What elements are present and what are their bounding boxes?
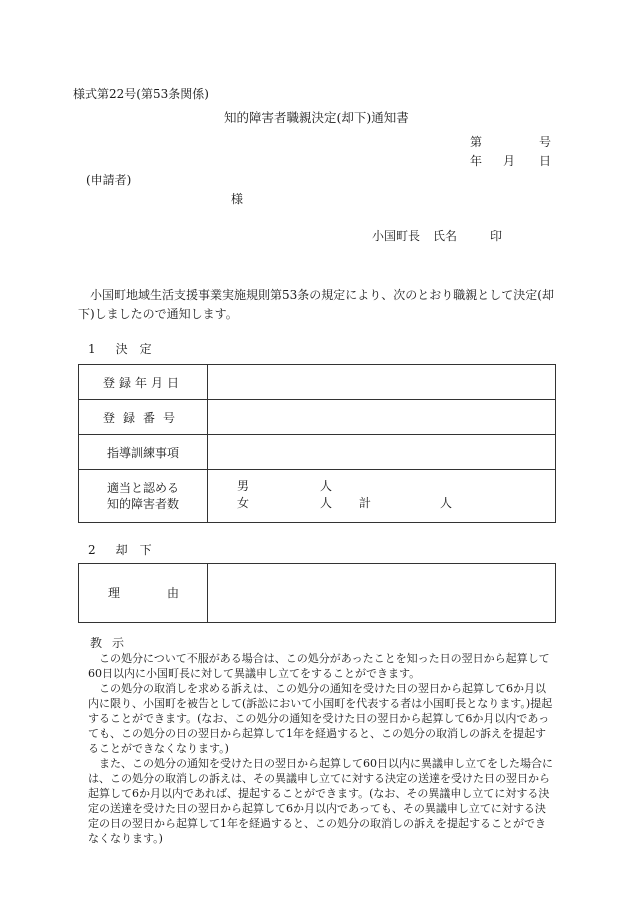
notes-body: [88, 651, 556, 846]
decision-table: [78, 364, 556, 523]
number-prefix: 第: [470, 135, 483, 149]
mayor-title: 小国町長: [372, 229, 421, 243]
date-year: 年: [470, 154, 483, 168]
section-1-number: 1: [88, 342, 96, 356]
reason-char-1: 理: [108, 586, 121, 600]
date-month: 月: [503, 154, 516, 168]
form-number: 様式第22号(第53条関係): [73, 87, 209, 101]
section-1-heading: [88, 343, 152, 355]
notes-heading-1: 教: [90, 636, 103, 650]
honorific: 様: [231, 192, 244, 206]
notes-paragraph-2: この処分の取消しを求める訴えは、この処分の通知を受けた日の翌日から起算して6か月以内に限り、小国町を被告として(訴訟において小国町を代表する者は小国町長となります。)提起することができます。(なお、この処分の通知を受けた日の翌日から起算して6か月以内であっても、この処分の日の翌日から起算して1年を経過すると、この処分の取消しの訴えを提起することができなくなります。): [88, 682, 553, 755]
total-unit: 人: [440, 496, 453, 510]
rejection-table: [78, 563, 556, 623]
notes-paragraph-3: また、この処分の通知を受けた日の翌日から起算して60日以内に異議申し立てをした場合には、この処分の取消しの訴えは、その異議申し立てに対する決定の送達を受けた日の翌日から起算して6か月以内であれば、提起することができます。(なお、その異議申し立てに対する決定の送達を受けた日の翌日から起算して6か月以内であっても、その異議申し立てに対する決定の日の翌日から起算して1年を経過すると、この処分の取消しの訴えを提起することができなくなります。): [88, 757, 553, 845]
reg-date-value[interactable]: [208, 365, 556, 400]
reg-no-label: [79, 400, 208, 435]
male-label: 男: [237, 479, 250, 493]
reg-date-label: [79, 365, 208, 400]
table-row: [79, 365, 556, 400]
document-title: 知的障害者職親決定(却下)通知書: [224, 110, 409, 125]
notes-heading: [90, 637, 124, 649]
reg-date-text: 登録年月日: [102, 375, 183, 390]
table-row: [79, 400, 556, 435]
notes-paragraph-1: この処分について不服がある場合は、この処分があったことを知った日の翌日から起算して60日以内に小国町長に対して異議申し立てをすることができます。: [88, 652, 550, 680]
count-label: [79, 470, 208, 523]
body-text: 小国町地域生活支援事業実施規則第53条の規定により、次のとおり職親として決定(却下)しましたので通知します。: [78, 288, 554, 321]
name-label: 氏名: [433, 229, 458, 243]
guidance-label: [79, 435, 208, 470]
reg-no-text: 登録番号: [102, 410, 183, 425]
table-row: [79, 470, 556, 523]
notes-heading-2: 示: [112, 636, 125, 650]
reg-no-value[interactable]: [208, 400, 556, 435]
guidance-value[interactable]: [208, 435, 556, 470]
seal-mark: 印: [490, 229, 503, 243]
reason-value[interactable]: [208, 564, 556, 623]
reason-char-2: 由: [167, 586, 180, 600]
female-unit: 人: [320, 496, 333, 510]
reason-label: [79, 564, 208, 623]
table-row: [79, 564, 556, 623]
applicant-label: (申請者): [86, 173, 132, 187]
total-label: 計: [359, 496, 372, 510]
count-label-line-2: 知的障害者数: [106, 497, 179, 511]
section-1-title: 決 定: [115, 342, 152, 356]
section-2-heading: [88, 544, 152, 556]
section-2-title: 却 下: [115, 543, 152, 557]
date-day: 日: [539, 154, 552, 168]
guidance-text: 指導訓練事項: [106, 445, 179, 460]
female-label: 女: [237, 496, 250, 510]
count-value[interactable]: [208, 470, 556, 523]
table-row: [79, 435, 556, 470]
male-unit: 人: [320, 479, 333, 493]
number-suffix: 号: [539, 135, 552, 149]
section-2-number: 2: [88, 543, 96, 557]
count-label-line-1: 適当と認める: [106, 481, 179, 495]
